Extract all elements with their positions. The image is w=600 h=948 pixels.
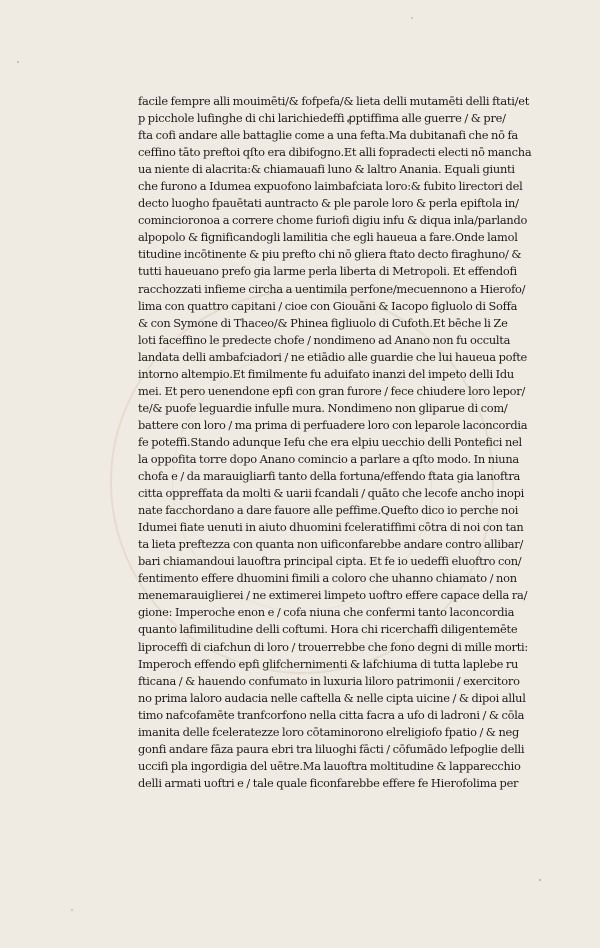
text-line: titudine incōtinente & piu prefto chi nō gliera ftato decto firaghuno/ & <box>138 247 522 262</box>
paper-speck <box>411 17 412 18</box>
text-line: p picchole lufinghe di chi larichiedeffi ꝓptiffima alle guerre / & pre/ <box>138 111 506 126</box>
text-column <box>138 93 564 792</box>
text-line: mei. Et pero uenendone epfi con gran furore / fece chiudere loro lepor/ <box>138 383 526 398</box>
text-line: intorno altempio.Et fimilmente fu aduifato inanzi del impeto delli Idu <box>138 366 515 381</box>
text-line: ta lieta preftezza con quanta non uificonfarebbe andare contro allibar/ <box>138 537 524 552</box>
text-line: delli armati uoftri e / tale quale ficonfarebbe effere fe Hierofolima per <box>138 775 519 790</box>
text-line: uccifi pla ingordigia del uētre.Ma lauoftra moltitudine & lapparecchio <box>138 758 521 773</box>
text-line: ceffino tāto preftoi qſto era dibifogno.Et alli fopradecti electi nō mancha <box>138 145 532 160</box>
text-line: no prima laloro audacia nelle caftella & nelle cipta uicine / & dipoi allul <box>138 690 526 705</box>
text-line: nate facchordano a dare fauore alle peffime.Quefto dico io perche noi <box>138 503 519 518</box>
text-line: menemarauiglierei / ne extimerei limpeto uoftro effere capace della ra/ <box>138 588 528 603</box>
text-line: timo nafcofamēte tranfcorfono nella citta facra a ufo di ladroni / & cōla <box>138 707 525 722</box>
text-line: te/& puofe leguardie infulle mura. Nondimeno non gliparue di com/ <box>138 400 508 415</box>
text-line: racchozzati infieme circha a uentimila perfone/mecuennono a Hierofo/ <box>138 281 526 296</box>
text-line: battere con loro / ma prima di perfuadere loro con leparole laconcordia <box>138 417 528 432</box>
paper-speck <box>71 909 72 910</box>
text-line: alpopolo & fignificandogli lamilitia che egli haueua a fare.Onde lamol <box>138 230 518 245</box>
text-line: landata delli ambafciadori / ne etiādio alle guardie che lui haueua pofte <box>138 349 528 364</box>
text-line: tutti haueuano prefo gia larme perla liberta di Metropoli. Et effendofi <box>138 264 517 279</box>
text-line: quanto lafimilitudine delli coftumi. Hora chi ricerchaffi diligentemēte <box>138 622 518 637</box>
text-line: & con Symone di Thaceo/& Phinea figliuolo di Cufoth.Et bēche li Ze <box>138 315 508 330</box>
text-line: gione: Imperoche enon e / cofa niuna che confermi tanto laconcordia <box>138 605 515 620</box>
text-line: gonfi andare fāza paura ebri tra liluoghi fācti / cōfumādo lefpoglie delli <box>138 741 525 756</box>
text-line: fe poteffi.Stando adunque Iefu che era elpiu uecchio delli Pontefici nel <box>138 434 522 449</box>
text-line: chofa e / da marauigliarfi tanto della fortuna/effendo ftata gia lanoftra <box>138 469 521 484</box>
text-line: Imperoch effendo epfi glifchernimenti & lafchiuma di tutta laplebe ru <box>138 656 519 671</box>
text-line: imanita delle fceleratezze loro cōtaminorono elreligiofo fpatio / & neg <box>138 724 520 739</box>
paper-speck <box>17 61 19 63</box>
text-line: comincioronoa a correre chome furiofi digiu infu & diqua inla/parlando <box>138 213 528 228</box>
text-line: lima con quattro capitani / cioe con Giouāni & Iacopo figluolo di Soffa <box>138 298 518 313</box>
text-line: fta cofi andare alle battaglie come a una fefta.Ma dubitanafi che nō fa <box>138 128 518 143</box>
text-line: bari chiamandoui lauoftra principal cipta. Et fe io uedeffi eluoftro con/ <box>138 554 522 569</box>
text-line: Idumei fiate uenuti in aiuto dhuomini fceleratiffimi cōtra di noi con tan <box>138 520 524 535</box>
text-line: ua niente di alacrita:& chiamauafi luno & laltro Anania. Equali giunti <box>138 162 515 177</box>
text-line: liproceffi di ciafchun di loro / trouerrebbe che fono degni di mille morti: <box>138 639 529 654</box>
text-line: fentimento effere dhuomini fimili a coloro che uhanno chiamato / non <box>138 571 517 586</box>
paper-speck <box>539 879 541 881</box>
text-line: citta oppreffata da molti & uarii fcandali / quāto che lecofe ancho inopi <box>138 486 525 501</box>
text-line: loti faceffino le predecte chofe / nondimeno ad Anano non fu occulta <box>138 332 511 347</box>
text-line: la oppofita torre dopo Anano comincio a parlare a qſto modo. In niuna <box>138 451 519 466</box>
text-line: che furono a Idumea expuofono laimbafciata loro:& fubito lirectori del <box>138 179 523 194</box>
text-line: decto luogho fpauētati auntracto & ple parole loro & perla epiftola in/ <box>138 196 519 211</box>
text-line: facile fempre alli mouimēti/& fofpefa/& lieta delli mutamēti delli ftati/et <box>138 94 530 108</box>
text-line: fticana / & hauendo confumato in luxuria liloro patrimonii / exercitoro <box>138 673 520 688</box>
